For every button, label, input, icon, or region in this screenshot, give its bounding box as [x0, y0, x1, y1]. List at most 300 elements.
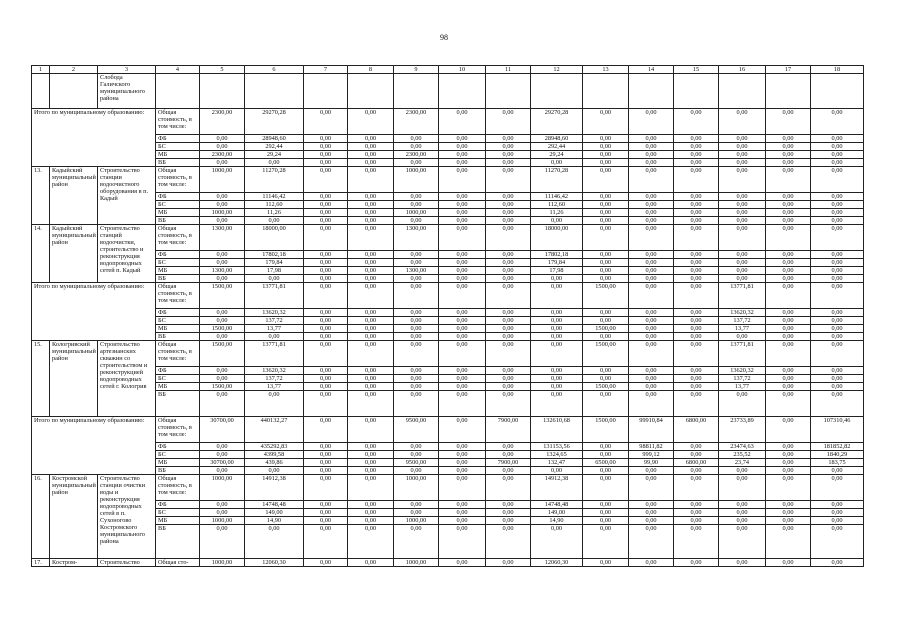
value-cell: 0,00 — [304, 391, 348, 417]
value-cell: 0,00 — [719, 467, 766, 475]
value-cell: 0,00 — [766, 159, 811, 167]
value-cell: 0,00 — [348, 367, 394, 375]
funding-source: Общая стоимость, в том числе: — [156, 109, 200, 135]
group-label: Итого по муниципальному образованию: — [32, 109, 156, 167]
value-cell: 0,00 — [439, 225, 486, 251]
table-row — [32, 383, 864, 391]
value-cell: 0,00 — [766, 417, 811, 443]
table-row — [32, 209, 864, 217]
value-cell: 4399,58 — [245, 451, 304, 459]
budget-table — [31, 65, 864, 567]
value-cell — [719, 74, 766, 109]
value-cell: 0,00 — [766, 333, 811, 341]
value-cell: 0,00 — [811, 317, 864, 325]
value-cell: 0,00 — [811, 251, 864, 259]
value-cell: 1324,65 — [531, 451, 583, 459]
value-cell: 0,00 — [486, 251, 531, 259]
value-cell: 0,00 — [200, 201, 245, 209]
value-cell: 0,00 — [629, 383, 674, 391]
funding-source: МБ — [156, 325, 200, 333]
funding-source: БС — [156, 509, 200, 517]
value-cell: 0,00 — [439, 275, 486, 283]
value-cell: 0,00 — [394, 143, 439, 151]
funding-source: Общая стоимость, в том числе: — [156, 341, 200, 367]
value-cell: 0,00 — [439, 383, 486, 391]
value-cell: 6800,00 — [674, 417, 719, 443]
value-cell: 0,00 — [486, 201, 531, 209]
value-cell: 0,00 — [629, 209, 674, 217]
value-cell: 0,00 — [674, 201, 719, 209]
value-cell: 0,00 — [486, 509, 531, 517]
value-cell: 0,00 — [583, 475, 629, 501]
group-label: Строительство станций водоочистки, строительство и реконструкция водопроводных сетей п. Кадый — [98, 225, 156, 283]
value-cell: 0,00 — [766, 259, 811, 267]
value-cell: 0,00 — [348, 467, 394, 475]
object-description: Слобода Галичского муниципального района — [98, 74, 156, 109]
value-cell: 0,00 — [629, 251, 674, 259]
value-cell: 0,00 — [200, 317, 245, 325]
value-cell: 0,00 — [811, 225, 864, 251]
funding-source: БС — [156, 317, 200, 325]
value-cell: 0,00 — [766, 143, 811, 151]
value-cell: 1500,00 — [583, 283, 629, 309]
column-number: 12 — [531, 66, 583, 74]
value-cell: 0,00 — [439, 501, 486, 509]
value-cell: 0,00 — [811, 275, 864, 283]
value-cell: 0,00 — [583, 193, 629, 201]
value-cell: 0,00 — [304, 309, 348, 317]
value-cell: 0,00 — [486, 283, 531, 309]
value-cell: 0,00 — [674, 517, 719, 525]
value-cell: 0,00 — [394, 501, 439, 509]
value-cell: 0,00 — [304, 251, 348, 259]
value-cell: 0,00 — [811, 201, 864, 209]
value-cell: 0,00 — [629, 259, 674, 267]
value-cell: 0,00 — [486, 209, 531, 217]
value-cell: 0,00 — [766, 475, 811, 501]
value-cell: 0,00 — [719, 217, 766, 225]
funding-source: МБ — [156, 209, 200, 217]
value-cell: 0,00 — [245, 159, 304, 167]
funding-source — [156, 74, 200, 109]
value-cell: 0,00 — [486, 467, 531, 475]
table-row — [32, 475, 864, 501]
value-cell: 0,00 — [348, 559, 394, 567]
value-cell: 1000,00 — [394, 167, 439, 193]
value-cell: 0,00 — [486, 309, 531, 317]
header-row — [32, 66, 864, 74]
value-cell: 0,00 — [674, 267, 719, 275]
value-cell: 23,74 — [719, 459, 766, 467]
funding-source: МБ — [156, 267, 200, 275]
value-cell: 0,00 — [439, 135, 486, 143]
value-cell: 0,00 — [674, 109, 719, 135]
value-cell: 0,00 — [583, 217, 629, 225]
value-cell: 0,00 — [629, 151, 674, 159]
column-number: 13 — [583, 66, 629, 74]
value-cell: 132610,68 — [531, 417, 583, 443]
column-number: 14 — [629, 66, 674, 74]
value-cell: 0,00 — [629, 517, 674, 525]
value-cell: 0,00 — [531, 341, 583, 367]
value-cell: 0,00 — [583, 559, 629, 567]
value-cell: 0,00 — [531, 375, 583, 383]
value-cell: 0,00 — [304, 209, 348, 217]
value-cell: 0,00 — [348, 317, 394, 325]
table-row — [32, 225, 864, 251]
value-cell — [304, 74, 348, 109]
value-cell: 13771,81 — [719, 341, 766, 367]
row-number: 13. — [32, 167, 50, 225]
value-cell: 0,00 — [394, 251, 439, 259]
table-row — [32, 509, 864, 517]
value-cell: 0,00 — [304, 167, 348, 193]
table-row — [32, 367, 864, 375]
value-cell: 0,00 — [200, 501, 245, 509]
value-cell: 137,72 — [719, 375, 766, 383]
value-cell: 0,00 — [439, 509, 486, 517]
value-cell: 0,00 — [719, 501, 766, 509]
value-cell: 0,00 — [719, 259, 766, 267]
value-cell: 0,00 — [245, 525, 304, 559]
group-label: Кадыйский муниципальный район — [50, 225, 98, 283]
value-cell: 1500,00 — [200, 383, 245, 391]
value-cell: 0,00 — [348, 309, 394, 317]
value-cell: 0,00 — [439, 559, 486, 567]
table-row — [32, 325, 864, 333]
column-number: 17 — [766, 66, 811, 74]
value-cell: 0,00 — [629, 317, 674, 325]
value-cell: 13771,81 — [719, 283, 766, 309]
value-cell: 0,00 — [200, 259, 245, 267]
value-cell: 13,77 — [719, 325, 766, 333]
value-cell: 0,00 — [348, 341, 394, 367]
value-cell: 0,00 — [531, 333, 583, 341]
group-label — [32, 74, 50, 109]
value-cell: 0,00 — [583, 333, 629, 341]
value-cell: 0,00 — [531, 367, 583, 375]
value-cell: 0,00 — [766, 225, 811, 251]
value-cell: 2300,00 — [200, 109, 245, 135]
value-cell: 0,00 — [348, 325, 394, 333]
value-cell: 0,00 — [304, 341, 348, 367]
value-cell: 112,60 — [531, 201, 583, 209]
table-row — [32, 517, 864, 525]
funding-source: Общая стоимость, в том числе: — [156, 167, 200, 193]
value-cell: 0,00 — [811, 475, 864, 501]
value-cell: 0,00 — [629, 283, 674, 309]
funding-source: БС — [156, 143, 200, 151]
value-cell: 0,00 — [766, 517, 811, 525]
value-cell: 0,00 — [811, 367, 864, 375]
value-cell: 0,00 — [811, 135, 864, 143]
value-cell: 13,77 — [245, 325, 304, 333]
value-cell: 0,00 — [719, 559, 766, 567]
value-cell: 137,72 — [719, 317, 766, 325]
funding-source: БС — [156, 375, 200, 383]
funding-source: ФБ — [156, 251, 200, 259]
value-cell: 0,00 — [439, 201, 486, 209]
value-cell: 0,00 — [583, 309, 629, 317]
value-cell: 0,00 — [304, 225, 348, 251]
value-cell: 0,00 — [583, 143, 629, 151]
value-cell: 0,00 — [811, 391, 864, 417]
value-cell: 0,00 — [531, 283, 583, 309]
value-cell: 235,52 — [719, 451, 766, 459]
value-cell: 0,00 — [674, 333, 719, 341]
value-cell: 0,00 — [304, 135, 348, 143]
value-cell: 137,72 — [245, 317, 304, 325]
value-cell: 0,00 — [348, 217, 394, 225]
value-cell: 132,47 — [531, 459, 583, 467]
value-cell: 0,00 — [245, 275, 304, 283]
value-cell: 439,86 — [245, 459, 304, 467]
value-cell: 107310,46 — [811, 417, 864, 443]
value-cell: 0,00 — [629, 559, 674, 567]
value-cell — [394, 74, 439, 109]
value-cell: 0,00 — [531, 383, 583, 391]
table-row — [32, 217, 864, 225]
value-cell: 0,00 — [200, 135, 245, 143]
value-cell: 0,00 — [629, 159, 674, 167]
value-cell: 0,00 — [766, 451, 811, 459]
value-cell: 1000,00 — [200, 209, 245, 217]
value-cell: 0,00 — [486, 135, 531, 143]
value-cell: 0,00 — [304, 459, 348, 467]
value-cell: 0,00 — [674, 283, 719, 309]
value-cell: 0,00 — [811, 259, 864, 267]
value-cell: 0,00 — [674, 151, 719, 159]
value-cell — [811, 74, 864, 109]
table-row — [32, 251, 864, 259]
value-cell: 18000,00 — [531, 225, 583, 251]
value-cell: 0,00 — [811, 517, 864, 525]
value-cell: 0,00 — [348, 251, 394, 259]
value-cell: 0,00 — [674, 391, 719, 417]
value-cell: 0,00 — [439, 467, 486, 475]
value-cell: 23474,63 — [719, 443, 766, 451]
value-cell: 0,00 — [348, 259, 394, 267]
value-cell: 0,00 — [766, 341, 811, 367]
value-cell: 0,00 — [304, 317, 348, 325]
value-cell: 0,00 — [719, 333, 766, 341]
value-cell: 17,98 — [531, 267, 583, 275]
value-cell: 0,00 — [439, 109, 486, 135]
row-number: 16. — [32, 475, 50, 559]
value-cell: 0,00 — [200, 375, 245, 383]
value-cell: 0,00 — [486, 217, 531, 225]
value-cell: 30700,00 — [200, 459, 245, 467]
value-cell: 13,77 — [245, 383, 304, 391]
value-cell: 0,00 — [719, 201, 766, 209]
value-cell: 0,00 — [439, 167, 486, 193]
value-cell: 0,00 — [439, 367, 486, 375]
table-row — [32, 167, 864, 193]
value-cell: 0,00 — [629, 225, 674, 251]
value-cell: 0,00 — [629, 201, 674, 209]
row-number: 15. — [32, 341, 50, 417]
value-cell: 0,00 — [348, 267, 394, 275]
value-cell: 149,00 — [245, 509, 304, 517]
value-cell: 30700,00 — [200, 417, 245, 443]
value-cell: 0,00 — [486, 517, 531, 525]
value-cell: 1300,00 — [394, 267, 439, 275]
funding-source: Общая стоимость, в том числе: — [156, 475, 200, 501]
value-cell: 99,90 — [629, 459, 674, 467]
value-cell: 0,00 — [486, 109, 531, 135]
value-cell: 0,00 — [304, 333, 348, 341]
value-cell: 12060,30 — [531, 559, 583, 567]
value-cell: 0,00 — [348, 135, 394, 143]
value-cell: 0,00 — [200, 143, 245, 151]
value-cell: 0,00 — [674, 341, 719, 367]
value-cell: 98811,82 — [629, 443, 674, 451]
value-cell: 0,00 — [486, 559, 531, 567]
page-number: 98 — [440, 33, 448, 42]
value-cell: 0,00 — [348, 375, 394, 383]
value-cell: 11146,42 — [245, 193, 304, 201]
column-number: 8 — [348, 66, 394, 74]
funding-source: Общая стоимость, в том числе: — [156, 417, 200, 443]
value-cell: 11,26 — [531, 209, 583, 217]
value-cell: 0,00 — [766, 135, 811, 143]
value-cell: 0,00 — [811, 209, 864, 217]
value-cell: 0,00 — [348, 501, 394, 509]
value-cell: 0,00 — [486, 325, 531, 333]
value-cell: 0,00 — [200, 275, 245, 283]
value-cell: 0,00 — [348, 151, 394, 159]
value-cell: 0,00 — [674, 193, 719, 201]
value-cell: 0,00 — [304, 443, 348, 451]
value-cell: 0,00 — [583, 167, 629, 193]
value-cell: 0,00 — [674, 509, 719, 517]
value-cell: 0,00 — [531, 159, 583, 167]
value-cell: 12060,30 — [245, 559, 304, 567]
value-cell: 0,00 — [629, 525, 674, 559]
value-cell: 0,00 — [583, 151, 629, 159]
value-cell: 0,00 — [486, 475, 531, 501]
column-number: 7 — [304, 66, 348, 74]
value-cell: 0,00 — [348, 225, 394, 251]
value-cell: 0,00 — [486, 159, 531, 167]
value-cell: 0,00 — [348, 159, 394, 167]
funding-source: БС — [156, 259, 200, 267]
value-cell: 6800,00 — [674, 459, 719, 467]
value-cell: 0,00 — [200, 391, 245, 417]
value-cell: 0,00 — [486, 259, 531, 267]
value-cell: 0,00 — [629, 509, 674, 517]
value-cell: 0,00 — [200, 467, 245, 475]
value-cell: 11146,42 — [531, 193, 583, 201]
funding-source: ФБ — [156, 501, 200, 509]
value-cell: 14748,48 — [531, 501, 583, 509]
value-cell: 0,00 — [200, 367, 245, 375]
value-cell: 0,00 — [348, 517, 394, 525]
table-row — [32, 283, 864, 309]
value-cell: 0,00 — [719, 167, 766, 193]
value-cell: 0,00 — [766, 459, 811, 467]
value-cell: 0,00 — [394, 525, 439, 559]
value-cell: 0,00 — [674, 367, 719, 375]
value-cell: 0,00 — [531, 325, 583, 333]
value-cell: 0,00 — [766, 267, 811, 275]
value-cell: 0,00 — [200, 509, 245, 517]
value-cell: 1300,00 — [200, 225, 245, 251]
value-cell: 0,00 — [348, 193, 394, 201]
value-cell: 1500,00 — [200, 325, 245, 333]
value-cell: 1000,00 — [394, 209, 439, 217]
value-cell: 0,00 — [439, 217, 486, 225]
value-cell: 0,00 — [439, 375, 486, 383]
value-cell: 0,00 — [531, 467, 583, 475]
value-cell: 29,24 — [531, 151, 583, 159]
value-cell — [583, 74, 629, 109]
value-cell: 0,00 — [439, 267, 486, 275]
value-cell: 0,00 — [629, 309, 674, 317]
column-number: 16 — [719, 66, 766, 74]
value-cell — [766, 74, 811, 109]
value-cell: 0,00 — [766, 317, 811, 325]
value-cell: 0,00 — [304, 151, 348, 159]
value-cell: 11270,28 — [531, 167, 583, 193]
value-cell: 131153,56 — [531, 443, 583, 451]
column-number: 9 — [394, 66, 439, 74]
value-cell: 0,00 — [348, 475, 394, 501]
table-row — [32, 317, 864, 325]
group-label: Костромской муниципальный район — [50, 475, 98, 559]
value-cell: 29270,28 — [245, 109, 304, 135]
value-cell: 1300,00 — [200, 267, 245, 275]
group-label: Кологривский муниципальный район — [50, 341, 98, 417]
value-cell: 0,00 — [629, 367, 674, 375]
value-cell: 0,00 — [394, 275, 439, 283]
value-cell: 0,00 — [583, 259, 629, 267]
value-cell: 0,00 — [200, 333, 245, 341]
value-cell: 1500,00 — [200, 283, 245, 309]
group-label: Строительство станции очистки воды и реконструкция водопроводных сетей в п. Сухоногово Костромского муниципального района — [98, 475, 156, 559]
value-cell: 0,00 — [811, 309, 864, 317]
value-cell: 0,00 — [486, 501, 531, 509]
value-cell: 0,00 — [394, 283, 439, 309]
value-cell: 0,00 — [486, 275, 531, 283]
funding-source: ВБ — [156, 333, 200, 341]
value-cell: 0,00 — [304, 193, 348, 201]
value-cell — [674, 74, 719, 109]
value-cell: 7900,00 — [486, 459, 531, 467]
value-cell: 0,00 — [766, 109, 811, 135]
value-cell: 0,00 — [674, 325, 719, 333]
value-cell: 0,00 — [486, 367, 531, 375]
value-cell: 0,00 — [486, 193, 531, 201]
value-cell — [200, 74, 245, 109]
value-cell — [348, 74, 394, 109]
value-cell: 0,00 — [486, 333, 531, 341]
value-cell: 1840,29 — [811, 451, 864, 459]
funding-source: ФБ — [156, 309, 200, 317]
value-cell: 0,00 — [719, 517, 766, 525]
value-cell: 1500,00 — [583, 383, 629, 391]
value-cell: 0,00 — [200, 451, 245, 459]
value-cell: 0,00 — [486, 167, 531, 193]
value-cell: 1500,00 — [200, 341, 245, 367]
funding-source: ФБ — [156, 443, 200, 451]
value-cell: 13771,81 — [245, 341, 304, 367]
value-cell: 0,00 — [348, 143, 394, 151]
value-cell: 0,00 — [348, 417, 394, 443]
value-cell: 0,00 — [583, 275, 629, 283]
value-cell: 0,00 — [200, 525, 245, 559]
funding-source: БС — [156, 201, 200, 209]
